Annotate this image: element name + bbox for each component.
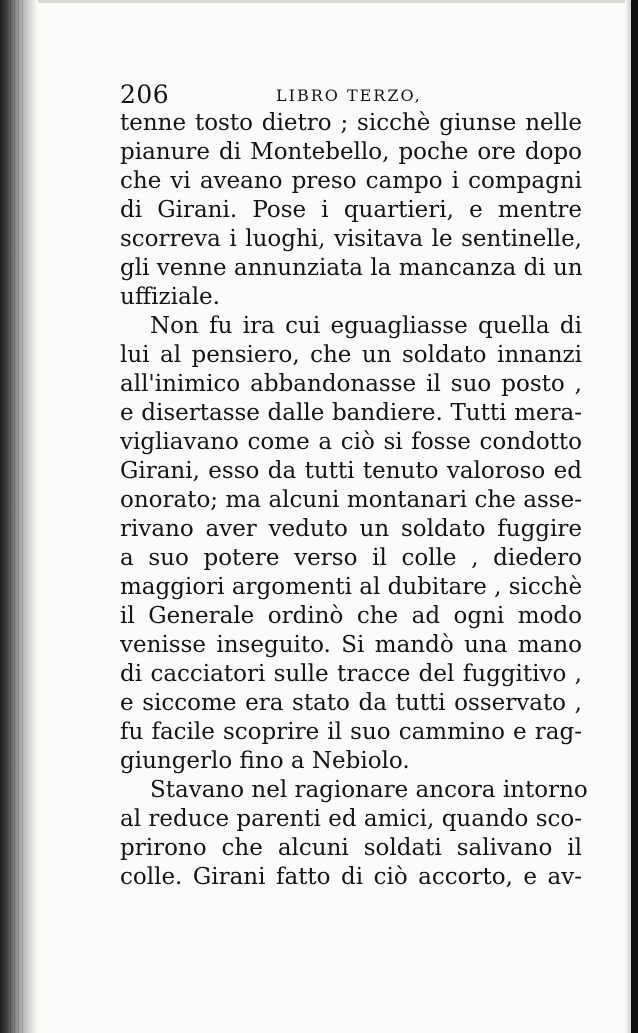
text-line: Girani, esso da tutti tenuto valoroso ed (120, 458, 582, 484)
text-line: al reduce parenti ed amici, quando sco- (120, 806, 582, 832)
binding-gutter-texture (6, 0, 26, 1033)
text-line: prirono che alcuni soldati salivano il (120, 835, 582, 861)
text-line: onorato; ma alcuni montanari che asse- (120, 487, 582, 513)
text-line: il Generale ordinò che ad ogni modo (120, 603, 582, 629)
text-line: e siccome era stato da tutti osservato , (120, 690, 582, 716)
text-line: Non fu ira cui eguagliasse quella di (150, 313, 582, 339)
text-line: fu facile scoprire il suo cammino e rag- (120, 719, 582, 745)
page-right-edge (631, 0, 638, 1033)
page-header (120, 80, 582, 110)
text-line: vigliavano come a ciò si fosse condotto (120, 429, 582, 455)
text-line: colle. Girani fatto di ciò accorto, e av- (120, 864, 582, 890)
text-line: lui al pensiero, che un soldato innanzi (120, 342, 582, 368)
page-body-text (120, 109, 588, 892)
running-head: LIBRO TERZO, (276, 86, 422, 105)
page-top-edge (0, 0, 638, 3)
page-number: 206 (120, 80, 170, 109)
text-line: di Girani. Pose i quartieri, e mentre (120, 197, 582, 223)
text-line: gli venne annunziata la mancanza di un (120, 255, 583, 281)
text-line: di cacciatori sulle tracce del fuggitivo , (120, 661, 582, 687)
text-line: Stavano nel ragionare ancora intorno (150, 777, 588, 803)
text-line: venisse inseguito. Si mandò una mano (120, 632, 582, 658)
text-line: tenne tosto dietro ; sicchè giunse nelle (120, 110, 582, 136)
text-line: giungerlo fino a Nebiolo. (120, 748, 410, 774)
text-line: scorreva i luoghi, visitava le sentinelle, (120, 226, 582, 252)
text-line: rivano aver veduto un soldato fuggire (120, 516, 582, 542)
text-line: pianure di Montebello, poche ore dopo (120, 139, 582, 165)
text-line: che vi aveano preso campo i compagni (120, 168, 582, 194)
text-line: all'inimico abbandonasse il suo posto , (120, 371, 582, 397)
text-line: e disertasse dalle bandiere. Tutti mera- (120, 400, 582, 426)
text-line: uffiziale. (120, 284, 220, 310)
text-line: maggiori argomenti al dubitare , sicchè (120, 574, 583, 600)
text-line: a suo potere verso il colle , diedero (120, 545, 582, 571)
